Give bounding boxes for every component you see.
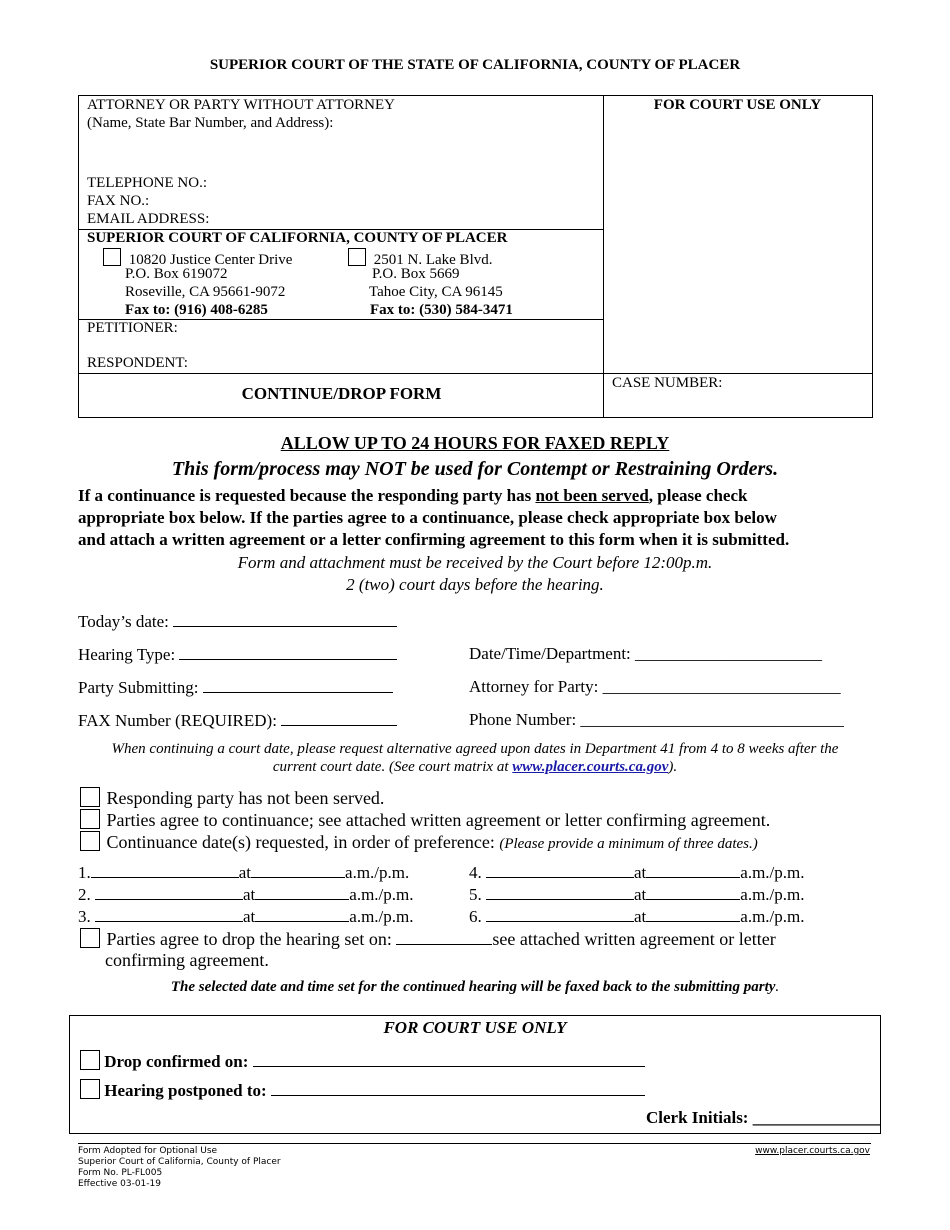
instructions-line-1: [78, 486, 747, 506]
date-2-input[interactable]: [95, 884, 243, 900]
option-agree-continue[interactable]: [80, 809, 770, 831]
date-row-1[interactable]: [78, 862, 409, 883]
fax-back-note: The selected date and time set for the continued hearing will be faxed back to the submitting party.: [170, 979, 780, 995]
fax-number-field[interactable]: [78, 710, 397, 731]
instructions-line-2: appropriate box below. If the parties agree to a continuance, please check appropriate box below: [78, 508, 777, 527]
respondent-label: RESPONDENT:: [87, 355, 188, 371]
location2-fax: Fax to: (530) 584-3471: [370, 302, 513, 318]
hearing-postponed-field[interactable]: [80, 1079, 645, 1101]
date-5-input[interactable]: [486, 884, 634, 900]
court-use-only-label: FOR COURT USE ONLY: [653, 97, 822, 113]
location2-city: Tahoe City, CA 96145: [369, 284, 503, 300]
dates-requested-hint: (Please provide a minimum of three dates.): [499, 836, 758, 852]
caption-divider-3: [79, 373, 872, 374]
attorney-sublabel: (Name, State Bar Number, and Address):: [87, 115, 334, 131]
hearing-postponed-input[interactable]: [271, 1080, 645, 1096]
todays-date-label: Today’s date:: [78, 612, 169, 631]
drop-confirmed-input[interactable]: [253, 1051, 645, 1067]
date-row-4[interactable]: [469, 862, 805, 883]
fax-number-input[interactable]: [281, 710, 397, 726]
instructions-text: , please check: [648, 486, 748, 505]
drop-confirmed-field[interactable]: [80, 1050, 645, 1072]
date-row-5[interactable]: [469, 884, 805, 905]
attorney-for-party-field[interactable]: Attorney for Party: ____________________________: [469, 677, 841, 696]
time-4-input[interactable]: [646, 862, 740, 878]
hearing-type-field[interactable]: [78, 644, 397, 665]
agree-continue-checkbox[interactable]: [80, 809, 100, 829]
drop-confirmed-label: Drop confirmed on:: [104, 1052, 253, 1071]
party-submitting-label: Party Submitting:: [78, 678, 199, 697]
footer-website-link[interactable]: www.placer.courts.ca.gov: [755, 1146, 870, 1156]
drop-hearing-label: see attached written agreement or letter: [492, 929, 776, 949]
ampm-label: a.m./p.m.: [740, 863, 805, 882]
location1-fax: Fax to: (916) 408-6285: [125, 302, 268, 318]
deadline-line-1: Form and attachment must be received by the Court before 12:00p.m.: [237, 553, 713, 572]
caption-divider-vertical: [603, 96, 604, 417]
dates-requested-label: Continuance date(s) requested, in order of preference:: [106, 832, 500, 852]
hearing-type-label: Hearing Type:: [78, 645, 176, 664]
form-title: CONTINUE/DROP FORM: [241, 384, 442, 403]
ampm-label: a.m./p.m.: [349, 907, 414, 926]
ampm-label: a.m./p.m.: [345, 863, 410, 882]
fax-back-note-text: The selected date and time set for the continued hearing will be faxed back to the submitting party: [170, 979, 776, 995]
party-submitting-field[interactable]: [78, 677, 393, 698]
hearing-type-input[interactable]: [179, 644, 397, 660]
location2-checkbox[interactable]: [348, 248, 366, 266]
dates-requested-checkbox[interactable]: [80, 831, 100, 851]
ampm-label: a.m./p.m.: [740, 885, 805, 904]
clerk-initials-field[interactable]: Clerk Initials: _______________: [646, 1108, 881, 1127]
option-drop-hearing[interactable]: [80, 928, 776, 950]
location1-street: 10820 Justice Center Drive: [128, 252, 293, 268]
attorney-label: ATTORNEY OR PARTY WITHOUT ATTORNEY: [87, 97, 396, 113]
date-6-input[interactable]: [486, 906, 634, 922]
hearing-postponed-checkbox[interactable]: [80, 1079, 100, 1099]
at-label: at: [243, 885, 256, 904]
option-dates-requested[interactable]: [80, 831, 758, 853]
instructions-not-served: not been served: [535, 486, 649, 505]
footer-rule: [78, 1143, 871, 1144]
location1-city: Roseville, CA 95661-9072: [125, 284, 286, 300]
fax-label: FAX NO.:: [87, 193, 150, 209]
footer-form-number: Form No. PL-FL005: [78, 1168, 163, 1178]
matrix-note-text: ).: [668, 759, 678, 775]
court-use-box-title: FOR COURT USE ONLY: [383, 1018, 567, 1037]
case-number-label: CASE NUMBER:: [612, 375, 723, 391]
date-time-department-field[interactable]: Date/Time/Department: ______________________: [469, 644, 823, 663]
footer-effective-date: Effective 03-01-19: [78, 1179, 161, 1189]
location1-checkbox[interactable]: [103, 248, 121, 266]
court-matrix-link[interactable]: www.placer.courts.ca.gov: [512, 759, 669, 775]
not-served-label: Responding party has not been served.: [106, 788, 385, 808]
telephone-label: TELEPHONE NO.:: [87, 175, 207, 191]
at-label: at: [634, 907, 647, 926]
time-3-input[interactable]: [255, 906, 349, 922]
date-row-3[interactable]: [78, 906, 414, 927]
date-number: 5.: [469, 885, 486, 904]
phone-number-field[interactable]: Phone Number: _______________________________: [469, 710, 844, 729]
instructions-line-3: and attach a written agreement or a letter confirming agreement to this form when it is submitted.: [78, 530, 790, 549]
location1-pobox: P.O. Box 619072: [125, 266, 228, 282]
fax-number-label: FAX Number (REQUIRED):: [78, 711, 277, 730]
party-submitting-input[interactable]: [203, 677, 393, 693]
hearing-postponed-label: Hearing postponed to:: [104, 1081, 271, 1100]
footer-adopted: Form Adopted for Optional Use: [78, 1146, 218, 1156]
drop-hearing-label: Parties agree to drop the hearing set on:: [106, 929, 397, 949]
court-header-title: SUPERIOR COURT OF THE STATE OF CALIFORNIA, COUNTY OF PLACER: [209, 57, 741, 73]
date-number: 1.: [78, 863, 91, 882]
not-served-checkbox[interactable]: [80, 787, 100, 807]
time-5-input[interactable]: [646, 884, 740, 900]
date-4-input[interactable]: [486, 862, 634, 878]
date-number: 4.: [469, 863, 486, 882]
date-row-6[interactable]: [469, 906, 805, 927]
instructions-text: If a continuance is requested because the responding party has: [78, 486, 536, 505]
date-number: 3.: [78, 907, 95, 926]
date-1-input[interactable]: [91, 862, 239, 878]
contempt-warning: This form/process may NOT be used for Contempt or Restraining Orders.: [171, 458, 779, 480]
drop-hearing-date-input[interactable]: [396, 929, 492, 945]
matrix-note-text: current court date. (See court matrix at: [272, 759, 513, 775]
matrix-note-line-1: When continuing a court date, please request alternative agreed upon dates in Department 41 from 4 to 8 weeks after the: [111, 741, 839, 757]
petitioner-label: PETITIONER:: [87, 320, 178, 336]
fax-reply-notice: ALLOW UP TO 24 HOURS FOR FAXED REPLY: [280, 433, 670, 453]
footer-left: [78, 1146, 281, 1190]
email-label: EMAIL ADDRESS:: [87, 211, 210, 227]
location2-pobox: P.O. Box 5669: [372, 266, 460, 282]
matrix-note-line-2: [0, 759, 950, 776]
court-name: SUPERIOR COURT OF CALIFORNIA, COUNTY OF PLACER: [87, 230, 508, 246]
option-not-served[interactable]: [80, 787, 384, 809]
todays-date-input[interactable]: [173, 611, 397, 627]
at-label: at: [238, 863, 252, 882]
location2-street: 2501 N. Lake Blvd.: [373, 252, 493, 268]
time-6-input[interactable]: [646, 906, 740, 922]
at-label: at: [634, 863, 647, 882]
footer-court: Superior Court of California, County of Placer: [78, 1157, 281, 1167]
agree-continue-label: Parties agree to continuance; see attached written agreement or letter confirming agreement.: [106, 810, 771, 830]
drop-confirmed-checkbox[interactable]: [80, 1050, 100, 1070]
drop-hearing-checkbox[interactable]: [80, 928, 100, 948]
todays-date-field[interactable]: [78, 611, 397, 632]
at-label: at: [243, 907, 256, 926]
at-label: at: [634, 885, 647, 904]
deadline-line-2: 2 (two) court days before the hearing.: [346, 575, 604, 594]
date-3-input[interactable]: [95, 906, 243, 922]
ampm-label: a.m./p.m.: [740, 907, 805, 926]
date-row-2[interactable]: [78, 884, 414, 905]
time-2-input[interactable]: [255, 884, 349, 900]
time-1-input[interactable]: [251, 862, 345, 878]
drop-hearing-continuation: confirming agreement.: [105, 950, 269, 970]
date-number: 6.: [469, 907, 486, 926]
date-number: 2.: [78, 885, 95, 904]
ampm-label: a.m./p.m.: [349, 885, 414, 904]
